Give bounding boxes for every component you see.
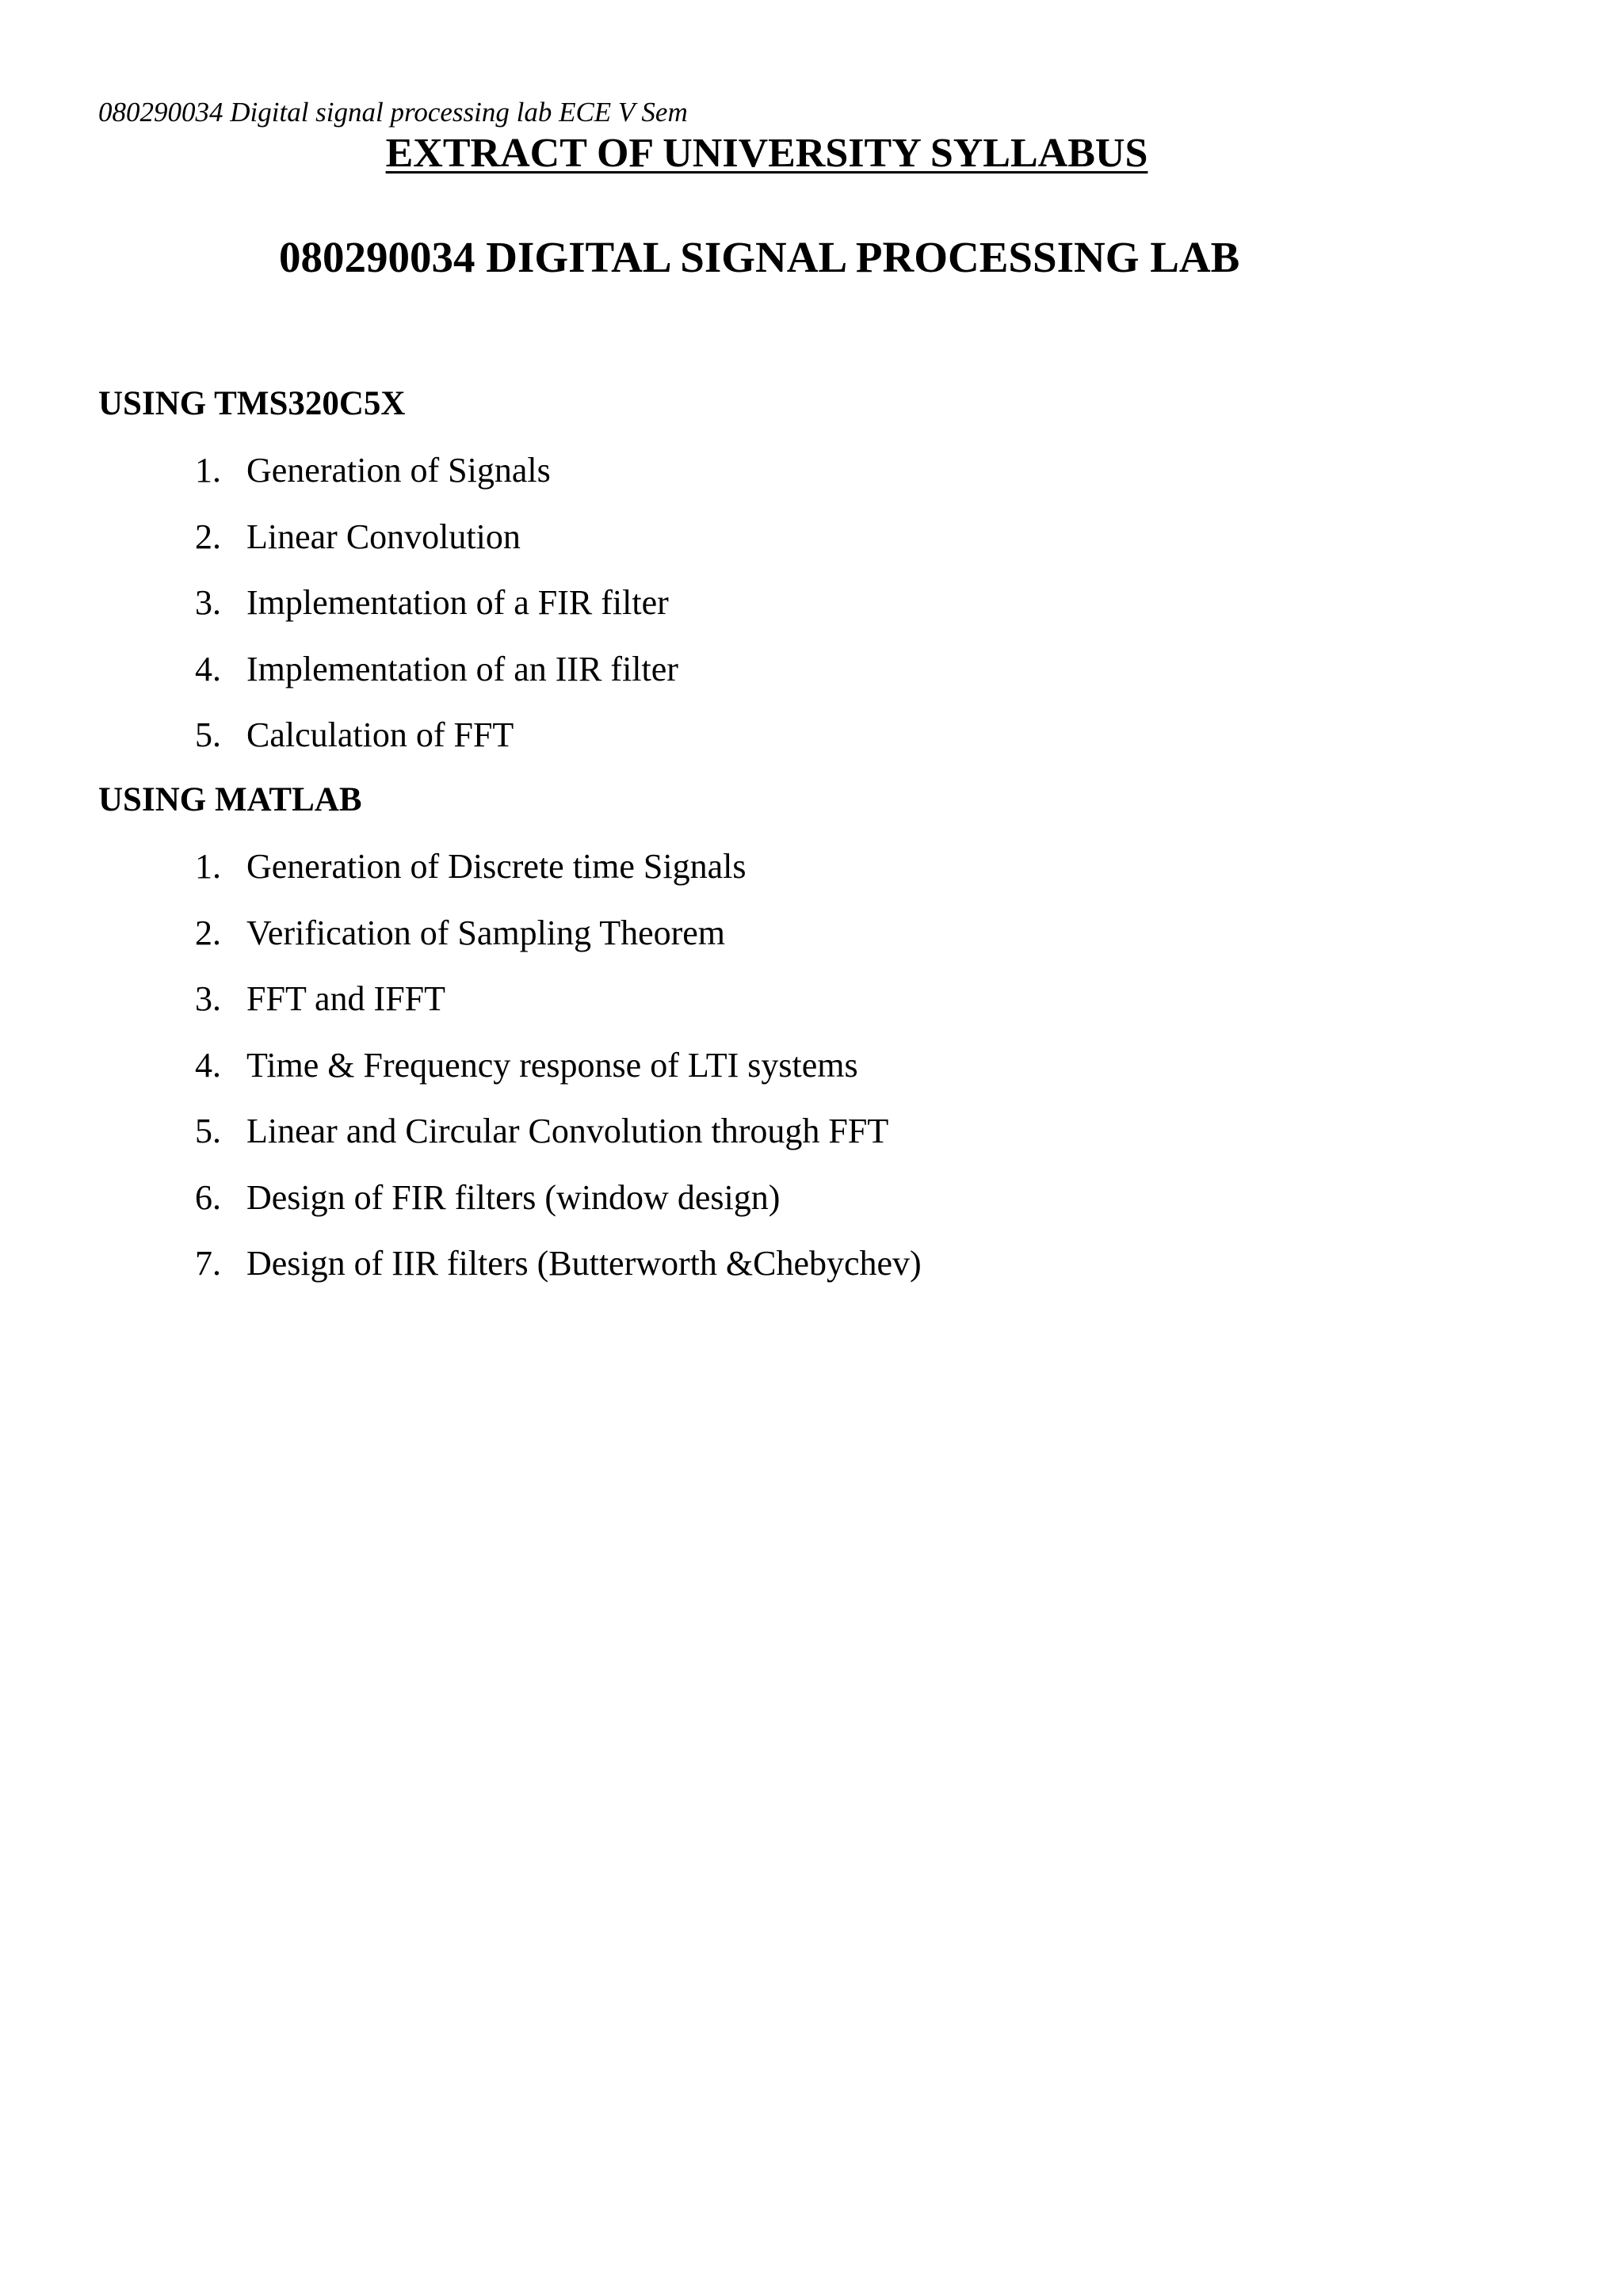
item-text: Generation of Signals — [246, 451, 551, 490]
item-text: Linear Convolution — [246, 517, 521, 556]
item-text: Design of IIR filters (Butterworth &Chebychev) — [246, 1244, 922, 1283]
item-text: Generation of Discrete time Signals — [246, 847, 747, 886]
item-number: 4. — [195, 649, 221, 688]
item-text: Time & Frequency response of LTI systems — [246, 1045, 858, 1085]
item-text: Implementation of a FIR filter — [246, 583, 669, 622]
item-text: Implementation of an IIR filter — [246, 649, 678, 688]
item-number: 2. — [195, 913, 221, 952]
item-text: Calculation of FFT — [246, 715, 514, 754]
document-title: EXTRACT OF UNIVERSITY SYLLABUS — [385, 131, 1148, 176]
item-number: 7. — [195, 1244, 221, 1283]
item-number: 1. — [195, 451, 221, 490]
item-number: 3. — [195, 979, 221, 1018]
item-number: 6. — [195, 1177, 221, 1217]
item-number: 5. — [195, 715, 221, 754]
page-header: 080290034 Digital signal processing lab ECE V Sem — [98, 97, 688, 128]
section-heading-tms320c5x: USING TMS320C5X — [98, 385, 406, 422]
item-text: Design of FIR filters (window design) — [246, 1177, 781, 1217]
item-number: 1. — [195, 847, 221, 886]
item-number: 4. — [195, 1045, 221, 1085]
item-text: Linear and Circular Convolution through FFT — [246, 1112, 889, 1150]
section-heading-matlab: USING MATLAB — [98, 781, 362, 818]
item-number: 2. — [195, 517, 221, 556]
item-text: Verification of Sampling Theorem — [246, 913, 726, 952]
item-number: 5. — [195, 1112, 221, 1150]
course-title: 080290034 DIGITAL SIGNAL PROCESSING LAB — [279, 233, 1240, 281]
item-number: 3. — [195, 583, 221, 622]
item-text: FFT and IFFT — [246, 979, 446, 1018]
